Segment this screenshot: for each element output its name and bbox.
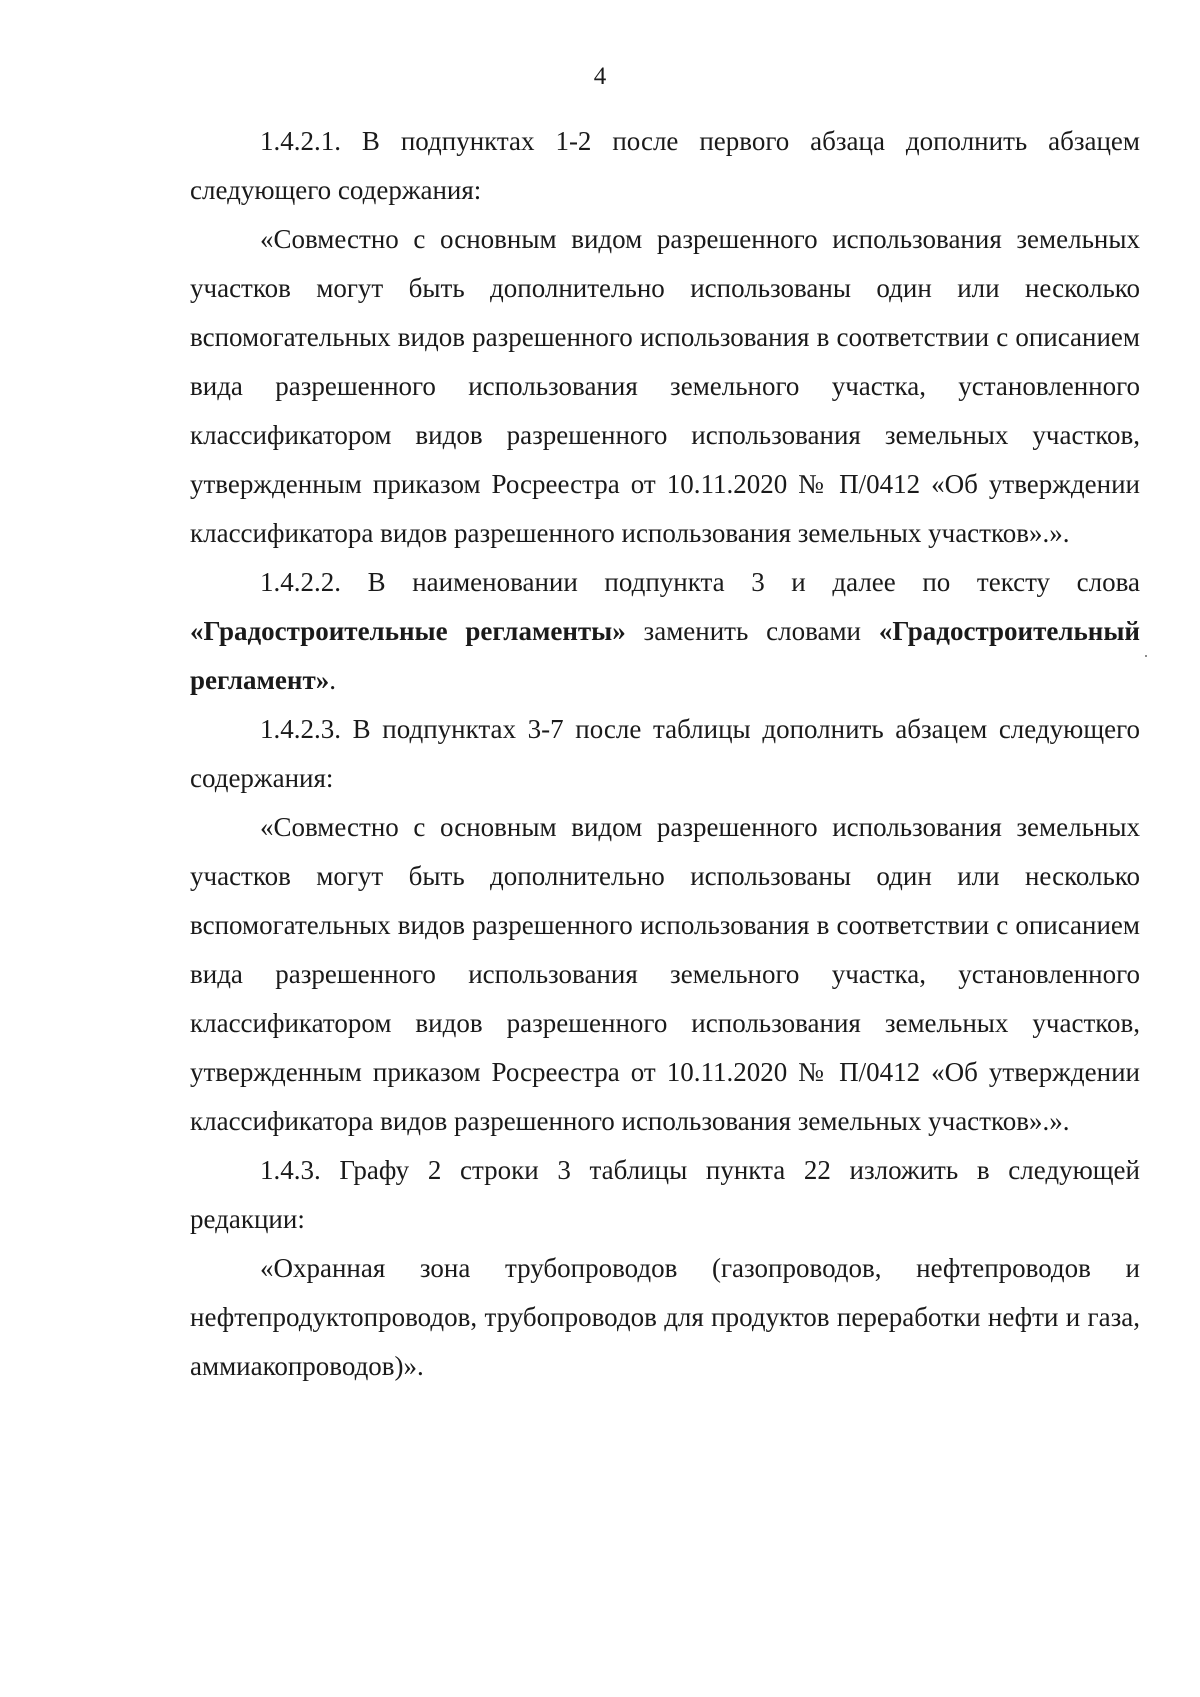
- scan-speck: [1145, 655, 1147, 657]
- paragraph-1-4-2-1: 1.4.2.1. В подпунктах 1-2 после первого абзаца дополнить абзацем следующего содержания:: [190, 126, 1140, 205]
- bold-phrase-old: «Градостроительные регламенты»: [190, 616, 626, 646]
- paragraph-quote-3: «Охранная зона трубопроводов (газопроводов, нефтепроводов и нефтепродуктопроводов, трубопроводов для продуктов переработки нефти и газа, аммиакопроводов)».: [190, 1253, 1140, 1381]
- paragraph-1-4-3: 1.4.3. Графу 2 строки 3 таблицы пункта 22 изложить в следующей редакции:: [190, 1155, 1140, 1234]
- page-number: 4: [593, 63, 607, 90]
- paragraph-quote-2: «Совместно с основным видом разрешенного использования земельных участков могут быть дополнительно использованы один или несколько вспомогательных видов разрешенного использования в соответствии с описанием вида разрешенного использования земельного участка, установленного классификатором видов разрешенного использования земельных участков, утвержденным приказом Росреестра от 10.11.2020 № П/0412 «Об утверждении классификатора видов разрешенного использования земельных участков».».: [190, 812, 1140, 1136]
- paragraph-1-4-2-2-mid: заменить словами: [625, 616, 879, 646]
- document-body: [190, 117, 1140, 1391]
- paragraph-1-4-2-3: 1.4.2.3. В подпунктах 3-7 после таблицы дополнить абзацем следующего содержания:: [190, 714, 1140, 793]
- paragraph-1-4-2-2: [190, 558, 1140, 705]
- paragraph-1-4-2-2-lead: 1.4.2.2. В наименовании подпункта 3 и далее по тексту слова: [260, 567, 1140, 597]
- bold-phrase-new: «Градостроительный регламент»: [190, 616, 1140, 695]
- paragraph-1-4-2-2-end: .: [329, 665, 336, 695]
- paragraph-quote-1: «Совместно с основным видом разрешенного использования земельных участков могут быть дополнительно использованы один или несколько вспомогательных видов разрешенного использования в соответствии с описанием вида разрешенного использования земельного участка, установленного классификатором видов разрешенного использования земельных участков, утвержденным приказом Росреестра от 10.11.2020 № П/0412 «Об утверждении классификатора видов разрешенного использования земельных участков».».: [190, 224, 1140, 548]
